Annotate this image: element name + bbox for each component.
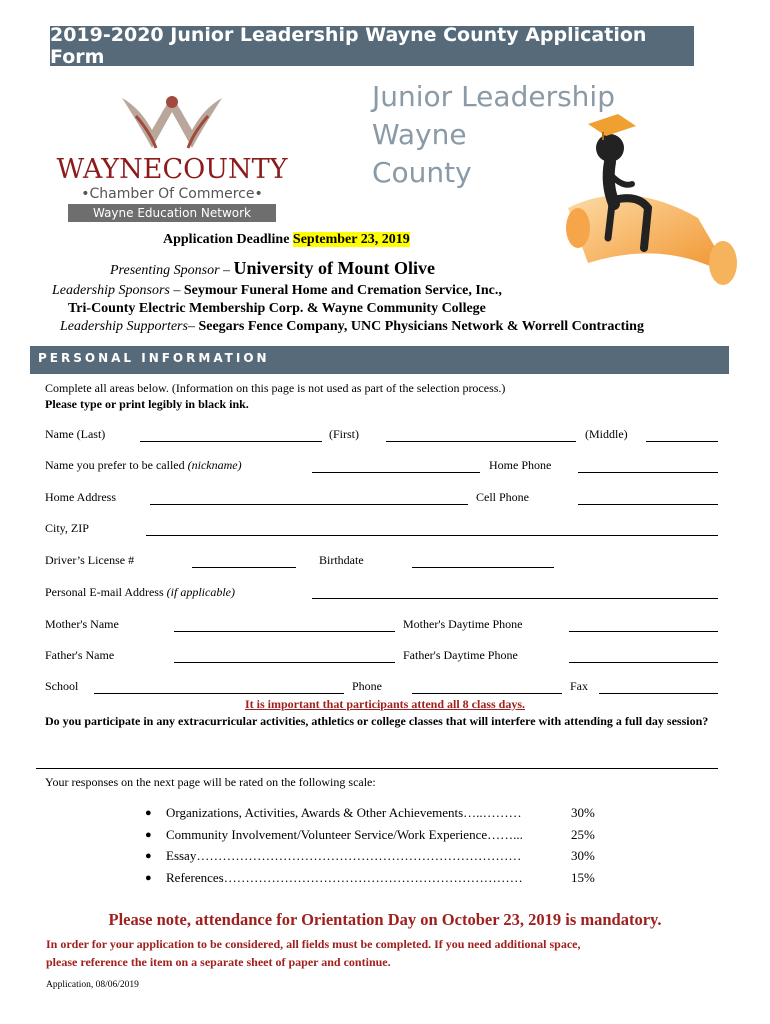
program-title-line-2: Wayne: [372, 118, 467, 151]
presenting-sponsor: [110, 258, 435, 279]
scale-item-label: Essay…………………………………………………………………: [166, 848, 522, 863]
email-label-text: Personal E-mail Address: [45, 585, 167, 599]
label-fax: Fax: [570, 679, 588, 693]
label-email: [45, 585, 235, 600]
drivers-license-field[interactable]: [192, 567, 296, 568]
label-city-zip: City, ZIP: [45, 521, 89, 535]
school-phone-field[interactable]: [412, 693, 562, 694]
form-title: 2019-2020 Junior Leadership Wayne County Application Form: [50, 24, 647, 68]
application-deadline: [163, 232, 410, 248]
label-fathers-phone: Father's Daytime Phone: [403, 648, 518, 662]
label-mothers-phone: Mother's Daytime Phone: [403, 617, 523, 631]
label-home-address: Home Address: [45, 490, 116, 504]
bullet-icon: ●: [145, 872, 152, 884]
extracurricular-answer-field[interactable]: [36, 768, 718, 769]
attendance-notice: It is important that participants attend all 8 class days.: [244, 697, 525, 711]
scale-item-label: References……………………………………………………………: [166, 870, 523, 885]
form-title-bar: [50, 26, 694, 66]
deadline-date: September 23, 2019: [292, 232, 410, 247]
instructions-line-1: Complete all areas below. (Information on this page is not used as part of the selection process.): [45, 381, 506, 395]
email-hint: (if applicable): [166, 585, 235, 599]
presenting-sponsor-label: Presenting Sponsor –: [110, 263, 234, 278]
instructions-line-2: Please type or print legibly in black ink.: [45, 397, 249, 411]
scale-item-pct: 15%: [571, 870, 595, 885]
mothers-name-field[interactable]: [174, 631, 395, 632]
label-fathers-name: Father's Name: [45, 648, 115, 662]
nickname-field[interactable]: [312, 472, 480, 473]
home-address-field[interactable]: [150, 504, 468, 505]
presenting-sponsor-name: University of Mount Olive: [233, 258, 436, 278]
label-drivers-license: Driver’s License #: [45, 553, 135, 567]
completion-note-line-1: In order for your application to be considered, all fields must be completed. If you need additional space,: [46, 937, 581, 951]
school-field[interactable]: [94, 693, 344, 694]
bullet-icon: ●: [145, 829, 152, 841]
graduate-on-diploma-illustration: [548, 88, 748, 288]
bullet-icon: ●: [145, 807, 152, 819]
label-mothers-name: Mother's Name: [45, 617, 119, 631]
scale-intro: Your responses on the next page will be rated on the following scale:: [45, 775, 376, 789]
birthdate-field[interactable]: [412, 567, 554, 568]
fathers-name-field[interactable]: [174, 662, 395, 663]
scale-item-label: Organizations, Activities, Awards & Other Achievements…..………: [166, 805, 522, 820]
orientation-note: Please note, attendance for Orientation Day on October 23, 2019 is mandatory.: [108, 910, 662, 929]
label-school: School: [45, 679, 79, 693]
label-cell-phone: Cell Phone: [476, 490, 529, 504]
scale-item-pct: 30%: [571, 848, 595, 863]
label-first: (First): [329, 427, 359, 441]
email-field[interactable]: [312, 598, 718, 599]
name-first-field[interactable]: [386, 441, 576, 442]
scale-item-pct: 25%: [571, 827, 595, 842]
mothers-phone-field[interactable]: [569, 631, 718, 632]
program-title-line-1: Junior Leadership: [372, 80, 615, 113]
logo-wordmark: WAYNECOUNTY: [56, 154, 288, 185]
name-last-field[interactable]: [140, 441, 322, 442]
bullet-icon: ●: [145, 850, 152, 862]
leadership-sponsors-line-2: Tri-County Electric Membership Corp. & Wayne Community College: [68, 301, 486, 316]
fathers-phone-field[interactable]: [569, 662, 718, 663]
fax-field[interactable]: [599, 693, 718, 694]
extracurricular-question: Do you participate in any extracurricular activities, athletics or college classes that will interfere with attending a full day session?: [45, 714, 709, 728]
completion-note-line-2: please reference the item on a separate sheet of paper and continue.: [46, 955, 391, 969]
label-birthdate: Birthdate: [319, 553, 364, 567]
scale-item-pct: 30%: [571, 805, 595, 820]
label-nickname: [45, 458, 242, 473]
logo-network: Wayne Education Network: [92, 206, 252, 220]
label-middle: (Middle): [585, 427, 628, 441]
deadline-label: Application Deadline: [163, 232, 293, 247]
leadership-supporters-names: Seegars Fence Company, UNC Physicians Network & Worrell Contracting: [198, 319, 644, 334]
nickname-label-text: Name you prefer to be called: [45, 458, 188, 472]
logo-chamber: •Chamber Of Commerce•: [81, 186, 263, 202]
leadership-sponsors-label: Leadership Sponsors –: [52, 283, 184, 298]
label-home-phone: Home Phone: [489, 458, 552, 472]
cell-phone-field[interactable]: [578, 504, 718, 505]
wayne-county-chamber-logo: [52, 86, 292, 226]
label-name-last: Name (Last): [45, 427, 106, 441]
footer-revision: Application, 08/06/2019: [46, 980, 139, 990]
label-phone: Phone: [352, 679, 382, 693]
leadership-supporters-label: Leadership Supporters–: [60, 319, 199, 334]
leadership-sponsors-line-1: Seymour Funeral Home and Cremation Service, Inc.,: [183, 283, 502, 298]
section-title: PERSONAL INFORMATION: [38, 351, 270, 365]
home-phone-field[interactable]: [578, 472, 718, 473]
name-middle-field[interactable]: [646, 441, 718, 442]
leadership-sponsors: [52, 283, 502, 299]
personal-information-section-bar: [30, 346, 729, 374]
leadership-supporters: [60, 319, 644, 335]
program-title-line-3: County: [372, 156, 472, 189]
city-zip-field[interactable]: [146, 535, 718, 536]
scale-item-label: Community Involvement/Volunteer Service/Work Experience……...: [166, 827, 523, 842]
nickname-hint: (nickname): [187, 458, 242, 472]
